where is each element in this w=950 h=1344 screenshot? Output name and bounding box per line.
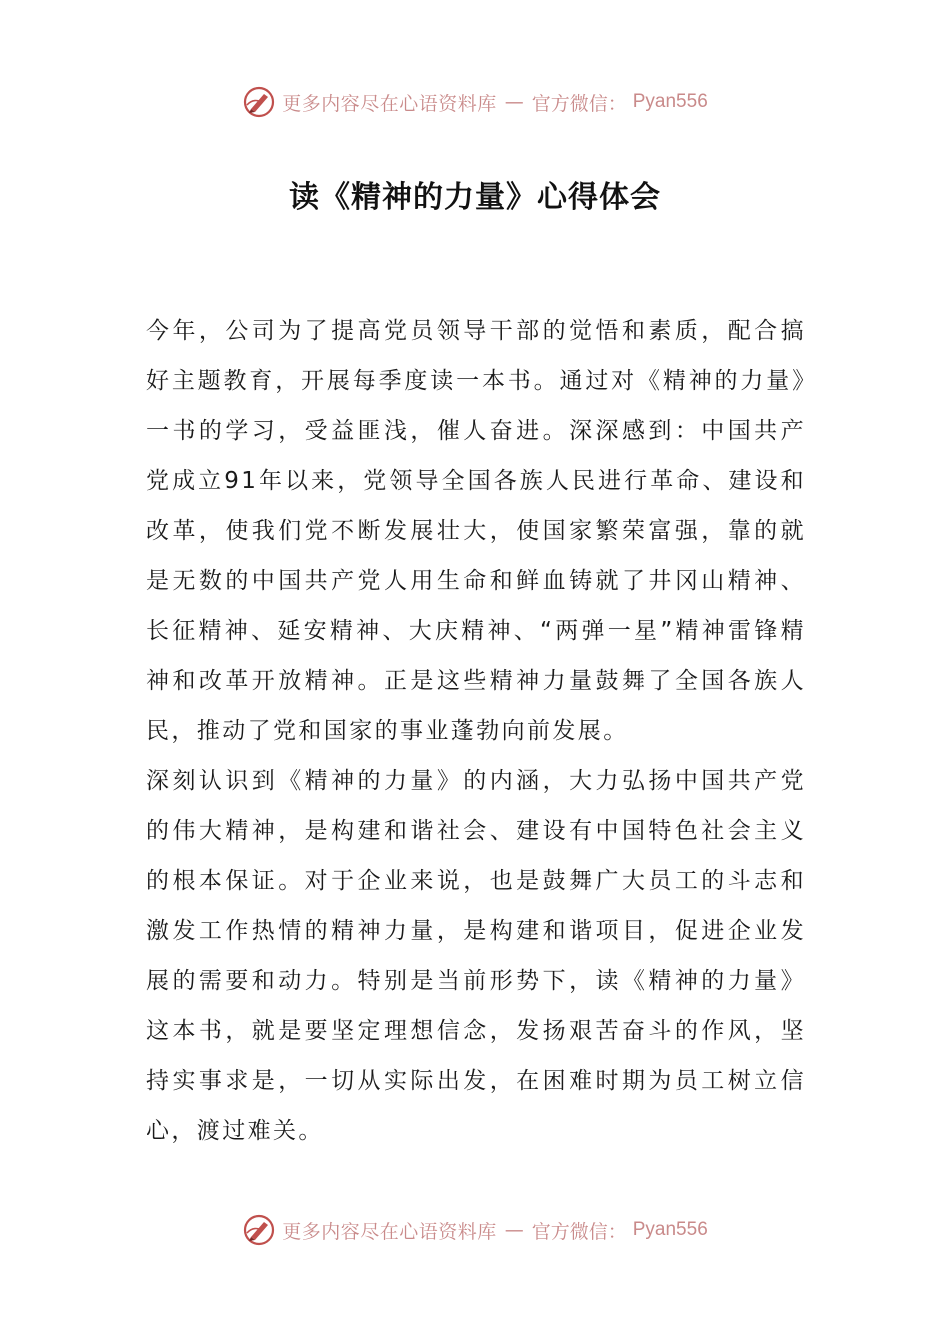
banner-separator: — xyxy=(504,91,524,113)
pen-logo-icon xyxy=(242,85,276,119)
pen-logo-icon xyxy=(242,1213,276,1247)
banner-site-text: 更多内容尽在心语资料库 xyxy=(282,92,497,115)
body-paragraph-1: 今年，公司为了提高党员领导干部的觉悟和素质，配合搞好主题教育，开展每季度读一本书。通过对《精神的力量》一书的学习，受益匪浅，催人奋进。深深感到：中国共产党成立91年以来，党领导全国各族人民进行革命、建设和改革，使我们党不断发展壮大，使国家繁荣富强，靠的就是无数的中国共产党人用生命和鲜血铸就了井冈山精神、长征精神、延安精神、大庆精神、“两弹一星”精神雷锋精神和改革开放精神。正是这些精神力量鼓舞了全国各族人民，推动了党和国家的事业蓬勃向前发展。 xyxy=(146,318,806,744)
header-watermark-banner xyxy=(0,82,950,122)
banner-wechat-label: 官方微信： xyxy=(531,92,627,115)
banner-wechat-id: Pyan556 xyxy=(632,91,708,112)
banner-wechat-label: 官方微信： xyxy=(531,1220,627,1243)
body-paragraph-2: 深刻认识到《精神的力量》的内涵，大力弘扬中国共产党的伟大精神，是构建和谐社会、建设有中国特色社会主义的根本保证。对于企业来说，也是鼓舞广大员工的斗志和激发工作热情的精神力量，是构建和谐项目，促进企业发展的需要和动力。特别是当前形势下，读《精神的力量》这本书，就是要坚定理想信念，发扬艰苦奋斗的作风，坚持实事求是，一切从实际出发，在困难时期为员工树立信心，渡过难关。 xyxy=(146,768,806,1144)
document-title: 读《精神的力量》心得体会 xyxy=(289,180,661,215)
banner-separator: — xyxy=(504,1219,524,1241)
footer-watermark-banner xyxy=(0,1210,950,1250)
banner-site-text: 更多内容尽在心语资料库 xyxy=(282,1220,497,1243)
document-body xyxy=(146,306,806,1156)
banner-wechat-id: Pyan556 xyxy=(632,1219,708,1240)
